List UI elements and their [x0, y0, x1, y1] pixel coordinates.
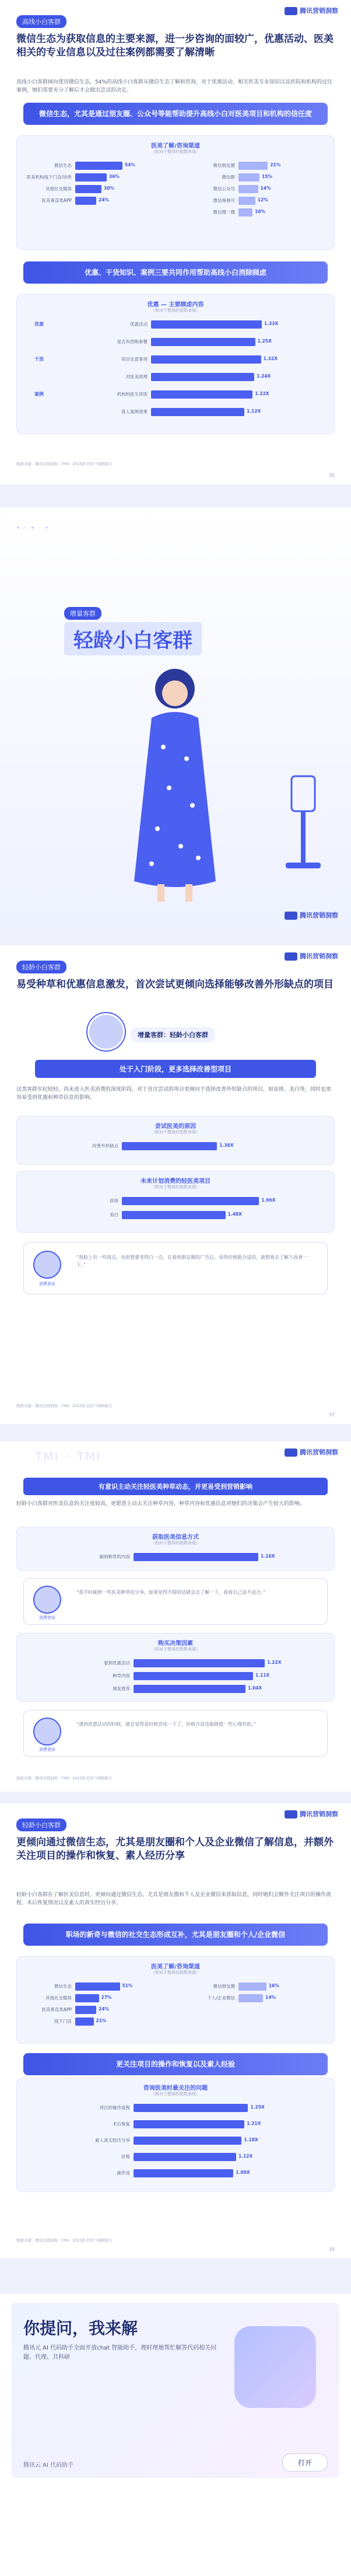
- bar-label: 医美机构线下门店/诊所: [26, 174, 72, 180]
- page-heading: 微信生态为获取信息的主要来源，进一步咨询的面较广，优惠活动、医美相关的专业信息以及过往案例都需要了解清晰: [16, 33, 334, 58]
- report-page-5: [0, 1803, 351, 2259]
- report-page-1: [0, 0, 351, 484]
- bar-label: 美白: [110, 1212, 118, 1217]
- bar-value-label: 15%: [262, 174, 272, 179]
- bar-row: [34, 390, 269, 399]
- bar-mark: [134, 2120, 244, 2128]
- body-text: 高线小白客群倾向使用微信生态，54%的高线小白客群从微信生态了解和咨询，对于优惠活动、相关医美专业知识以及医院和机构的过往案例，她们需要充分了解后才会做出尝试的决定。: [16, 79, 333, 94]
- bar-mark: [122, 1211, 226, 1219]
- section-tag: 增量客群: [64, 607, 101, 620]
- bar-row: [110, 1211, 262, 1219]
- brand-logo: 腾讯营销洞察: [285, 1447, 338, 1457]
- bar-mark: [134, 2153, 236, 2161]
- bar-mark: [75, 185, 101, 193]
- highlight-banner-2: 更关注项目的操作和恢复以及素人经验: [23, 2053, 328, 2075]
- bar-row: [54, 2017, 128, 2026]
- bar-mark: [151, 338, 255, 346]
- page-gap: [0, 928, 351, 945]
- bar-label: 改善外形缺点: [92, 1143, 118, 1149]
- concern-chart-panel: [16, 2078, 335, 2192]
- chart-subtitle: （相对于整体的指数表现）: [151, 2092, 200, 2096]
- quote-text: “我脸上有一些斑点，也很想要变得白一点，在看到朋友圈的广告后，觉得价格挺合适的，就想着去了解下改善一下。”: [76, 1255, 308, 1268]
- bar-mark: [151, 408, 244, 416]
- bar-value-label: 1.24X: [257, 374, 271, 379]
- bar-mark: [75, 1982, 120, 1991]
- bar-label: 价格: [121, 2154, 130, 2159]
- ad-open-button[interactable]: 打开: [282, 2453, 328, 2472]
- bar-label: 项目注意事项: [121, 357, 148, 362]
- bar-value-label: 10%: [255, 209, 265, 214]
- bar-label: 真人案例效果: [121, 409, 148, 414]
- concern-chart-panel: [16, 294, 335, 434]
- bar-row: [34, 320, 279, 329]
- bar-row: [125, 373, 271, 381]
- highlight-banner-2: 优惠、干货知识、案例三要共同作用帮助高线小白消除顾虑: [23, 261, 328, 284]
- bar-label: 刷到种草的内容: [99, 1554, 130, 1559]
- bar-mark: [151, 390, 252, 399]
- bar-label: 朋友推荐: [113, 1686, 130, 1691]
- consumer-avatar-icon: [33, 1251, 61, 1279]
- chart-title: 优惠 — 主要顾虑内容: [147, 302, 204, 308]
- cover-illustration-icon: [99, 659, 251, 905]
- bar-group-label: 优惠: [34, 322, 44, 327]
- bar-label: 其他社交媒体: [45, 186, 72, 191]
- bar-mark: [238, 197, 255, 205]
- brand-mark-icon: [285, 1448, 297, 1457]
- decoration-icon: TMI ◦ TMI: [35, 1450, 101, 1464]
- highlight-banner: 微信生态，尤其是通过朋友圈、公众号等能帮助提升高线小白对医美项目和机构的信任度: [23, 103, 328, 125]
- bar-value-label: 24%: [99, 2006, 109, 2012]
- consumer-avatar-icon: [33, 1718, 61, 1746]
- bar-label: 微信朋友圈: [213, 1984, 235, 1989]
- bar-value-label: 24%: [99, 197, 109, 203]
- quote-text: “遇到优惠活动的时候，就会觉得是时候尝试一下了，价格合适也能降低一些心理负担。”: [76, 1722, 257, 1727]
- bar-mark: [134, 2169, 233, 2177]
- bar-row: [41, 2006, 128, 2014]
- bar-mark: [75, 2006, 96, 2014]
- bar-value-label: 51%: [122, 1983, 133, 1988]
- bar-row: [34, 355, 278, 364]
- bar-row: [92, 1142, 262, 1150]
- brand-mark-icon: [285, 912, 297, 920]
- bar-row: [113, 1685, 273, 1693]
- chart-subtitle: （相对于整体的指数表现）: [151, 308, 200, 313]
- bar-mark: [238, 162, 268, 170]
- bar-group-label: 案例: [34, 392, 44, 397]
- bar-mark: [75, 197, 96, 205]
- consumer-quote-card: [23, 1578, 328, 1625]
- page-gap: [0, 1792, 351, 1803]
- bar-mark: [75, 1994, 99, 2002]
- bar-row: [54, 1982, 133, 1991]
- brand-logo: 腾讯营销洞察: [285, 6, 338, 15]
- bar-mark: [134, 1553, 258, 1561]
- bar-value-label: 21%: [270, 162, 281, 167]
- brand-mark-icon: [285, 1810, 297, 1818]
- ad-banner-image[interactable]: [12, 2303, 339, 2478]
- bar-row: [113, 2120, 262, 2128]
- bar-value-label: 14%: [265, 1995, 276, 2000]
- bar-row: [213, 1982, 279, 1991]
- brand-logo: 腾讯营销洞察: [285, 910, 338, 920]
- bar-mark: [134, 1672, 253, 1680]
- bar-mark: [151, 320, 262, 329]
- bar-mark: [151, 373, 254, 381]
- bar-label: 其他社交媒体: [45, 1995, 72, 2001]
- bar-row: [45, 185, 128, 193]
- future-project-chart-panel: [16, 1171, 335, 1233]
- decision-chart-panel: [16, 1633, 335, 1702]
- bar-value-label: 1.32X: [263, 356, 278, 361]
- bar-value-label: 1.36X: [219, 1143, 234, 1148]
- bar-mark: [238, 173, 259, 181]
- bar-mark: [75, 173, 107, 181]
- chart-subtitle: （相对于整体的指数表现）: [151, 1970, 200, 1975]
- section-tag: 高线小白客群: [16, 15, 66, 28]
- bar-row: [99, 2104, 265, 2112]
- report-page-3: [0, 945, 351, 1424]
- bar-label: 是否有团购套餐: [117, 339, 148, 344]
- bar-row: [104, 1659, 282, 1667]
- bar-mark: [238, 1994, 263, 2002]
- bar-mark: [134, 2137, 241, 2145]
- bar-label: 优惠活动: [130, 322, 148, 327]
- bar-value-label: 21%: [96, 2018, 107, 2023]
- body-text: 轻龄小白客群对医美信息的关注度较高，更愿意主动去关注种草内容，种草内容和优惠信息对她们的决策会产生较大的影响。: [16, 1501, 306, 1507]
- ad-illustration-icon: [234, 2326, 316, 2408]
- bar-label: 微信搜一搜: [213, 210, 235, 215]
- trial-reason-chart-panel: [16, 1116, 335, 1165]
- bar-mark: [238, 185, 258, 193]
- persona-label: 增量客群：轻龄小白客群: [131, 1027, 215, 1042]
- section-band: 处于入门阶段，更多选择改善型项目: [35, 1060, 316, 1078]
- bar-row: [213, 197, 273, 205]
- data-source: 数据来源：腾讯营销洞察（TMI）2023医美用户调研报告: [16, 2238, 113, 2243]
- page-gap: [0, 484, 351, 508]
- body-text: 轻龄小白客群在了解医美信息时，更倾向通过微信生态，尤其是朋友圈和个人及企业微信来获取信息，同时她们会额外关注项目的操作流程、术后恢复情况以及素人的真实经历分享。: [16, 1892, 332, 1907]
- bar-value-label: 54%: [125, 162, 135, 167]
- bar-label: 对医美原理: [125, 374, 148, 379]
- bar-row: [121, 408, 268, 416]
- avatar: [87, 1013, 125, 1050]
- chart-title: 医美了解/咨询渠道: [151, 1964, 200, 1970]
- bar-value-label: 1.22X: [267, 1660, 282, 1665]
- quote-speaker: 消费者说: [39, 1747, 55, 1752]
- chart-subtitle: （相对于整体的指数表现）: [151, 1647, 200, 1652]
- consumer-quote-card: [23, 1710, 328, 1757]
- device-illustration-icon: [274, 765, 332, 881]
- bar-label: 术后恢复: [113, 2121, 130, 2127]
- chart-title: 购买决策因素: [158, 1640, 193, 1647]
- bar-label: 微信视频号: [213, 198, 235, 203]
- bar-row: [99, 1553, 275, 1561]
- consumer-avatar-icon: [33, 1586, 61, 1614]
- bar-row: [213, 208, 273, 217]
- bar-row: [213, 185, 273, 193]
- chart-subtitle: （相对于整体的指数表现）: [151, 1185, 200, 1189]
- bar-row: [95, 2137, 262, 2145]
- ad-card[interactable]: [0, 2294, 351, 2576]
- bar-mark: [75, 162, 122, 170]
- channel-chart-panel: [16, 135, 335, 250]
- decoration-icon: ✦ ◦ ✦ ◦ ✦: [16, 525, 50, 530]
- brand-mark-icon: [285, 952, 297, 961]
- bar-label: 素人真实经历分享: [95, 2138, 130, 2143]
- bar-value-label: 1.12X: [238, 2153, 253, 2159]
- report-page-4: [0, 1441, 351, 1792]
- section-band: 有意识主动关注轻医美种草动态，并更易受到营销影响: [23, 1478, 328, 1495]
- bar-value-label: 1.18X: [244, 2137, 258, 2142]
- ad-source: 腾讯云 AI 代码助手: [23, 2462, 74, 2469]
- cover-title: 轻龄小白客群: [64, 622, 202, 655]
- chart-title: 未来计划消费的轻医美项目: [141, 1178, 210, 1185]
- bar-label: 副作用: [117, 2170, 130, 2176]
- bar-value-label: 30%: [104, 186, 114, 191]
- bar-label: 医美垂直类APP: [41, 2007, 72, 2012]
- bar-row: [54, 162, 135, 170]
- bar-mark: [122, 1197, 259, 1205]
- chart-subtitle: （相对于整体的指数表现）: [151, 149, 200, 154]
- bar-mark: [134, 2104, 248, 2112]
- bar-group-label: 干货: [34, 357, 44, 362]
- data-source: 数据来源：腾讯营销洞察（TMI）2023医美用户调研报告: [16, 1776, 113, 1781]
- bar-value-label: 1.25X: [250, 2104, 265, 2110]
- page-gap: [0, 1424, 351, 1441]
- bar-row: [117, 2169, 262, 2177]
- bar-value-label: 1.09X: [236, 2170, 250, 2175]
- bar-label: 个人/企业微信: [207, 1995, 235, 2001]
- bar-value-label: 1.25X: [257, 338, 272, 344]
- bar-row: [45, 1994, 128, 2002]
- bar-value-label: 1.11X: [255, 1673, 270, 1678]
- brand-logo: 腾讯营销洞察: [285, 1809, 338, 1818]
- bar-label: 机构的医生资质: [117, 392, 148, 397]
- bar-value-label: 1.48X: [227, 1212, 242, 1217]
- bar-value-label: 1.21X: [247, 2121, 261, 2126]
- data-source: 数据来源：腾讯营销洞察（TMI）2023医美用户调研报告: [16, 1404, 113, 1408]
- bar-value-label: 1.33X: [264, 321, 279, 326]
- bar-label: 种草内容: [113, 1673, 130, 1678]
- bar-mark: [134, 1659, 265, 1667]
- quote-speaker: 消费者说: [39, 1282, 55, 1286]
- bar-label: 祛斑: [110, 1198, 118, 1203]
- bar-mark: [134, 1685, 245, 1693]
- bar-label: 微信生态: [54, 1984, 72, 1989]
- bar-value-label: 27%: [101, 1995, 112, 2000]
- bar-row: [222, 173, 273, 181]
- info-source-chart-panel: [16, 1527, 335, 1571]
- bar-label: 微信公众号: [213, 186, 235, 191]
- bar-mark: [75, 2017, 94, 2026]
- chart-subtitle: （相对于整体的指数表现）: [151, 1541, 200, 1545]
- bar-row: [110, 1197, 276, 1205]
- bar-value-label: 1.22X: [255, 391, 269, 396]
- bar-row: [117, 338, 272, 346]
- brand-mark-icon: [285, 7, 297, 15]
- bar-label: 微信生态: [54, 163, 72, 168]
- bar-value-label: 36%: [109, 174, 120, 179]
- highlight-banner: 职场的新奇与微信的社交生态形成互补，尤其是朋友圈和个人/企业微信: [23, 1924, 328, 1946]
- channel-chart-panel: [16, 1956, 335, 2044]
- report-page-2-cover: [0, 508, 351, 928]
- bar-label: 看到优惠活动: [104, 1660, 130, 1666]
- bar-value-label: 1.96X: [261, 1198, 276, 1203]
- section-tag: 轻龄小白客群: [16, 961, 66, 973]
- bar-mark: [151, 355, 261, 364]
- bar-value-label: 14%: [260, 186, 271, 191]
- page-heading: 易受种草和优惠信息激发，首次尝试更倾向选择能够改善外形缺点的项目: [16, 979, 334, 990]
- page-number: 39: [328, 2247, 335, 2252]
- bar-row: [121, 2153, 262, 2161]
- data-source: 数据来源：腾讯营销洞察（TMI）2023医美用户调研报告: [16, 462, 113, 466]
- body-text: 这类客群年纪较轻，尚未进入医美消费的深度阶段，对于首次尝试的项目更倾向于选择改善外形缺点的项目，如祛斑、美白等，同时也更容易受到优惠和种草信息的影响。: [16, 1087, 332, 1101]
- page-number: 37: [328, 1412, 335, 1418]
- bar-mark: [238, 208, 252, 217]
- bar-label: 项目的操作流程: [99, 2105, 130, 2110]
- bar-row: [207, 1994, 276, 2002]
- bar-row: [26, 173, 128, 181]
- chart-title: 尝试医美的原因: [155, 1123, 196, 1130]
- bar-mark: [122, 1142, 217, 1150]
- bar-value-label: 1.04X: [248, 1685, 262, 1691]
- quote-speaker: 消费者说: [39, 1615, 55, 1620]
- brand-logo: 腾讯营销洞察: [285, 951, 338, 961]
- page-heading: 更倾向通过微信生态，尤其是朋友圈和个人及企业微信了解信息，并额外关注项目的操作和恢复、素人经历分享: [16, 1837, 334, 1862]
- bar-label: 线下门店: [54, 2019, 72, 2024]
- ad-headline: 你提问，我来解: [23, 2319, 138, 2338]
- page-number: 35: [328, 473, 335, 478]
- bar-value-label: 16%: [269, 1983, 279, 1988]
- bar-row: [113, 1672, 273, 1680]
- chart-title: 获取医美信息方式: [152, 1534, 199, 1541]
- bar-row: [213, 162, 281, 170]
- bar-value-label: 1.16X: [261, 1554, 275, 1559]
- bar-label: 微信群: [222, 174, 235, 180]
- section-tag: 轻龄小白客群: [16, 1818, 66, 1831]
- bar-row: [41, 197, 128, 205]
- bar-mark: [238, 1982, 266, 1991]
- quote-text: “我平时刷到一些医美种草的分享，如果觉得不错的话就会去了解一下，看看自己适不适合。”: [76, 1590, 266, 1595]
- chart-title: 医美了解/咨询渠道: [151, 143, 200, 149]
- bar-value-label: 12%: [257, 197, 268, 203]
- consumer-quote-card: [23, 1242, 328, 1294]
- ad-text: 腾讯元 AI 代码助手全面开放chat 智能助手，理时理地帮忙解答代码相关问题、代理、共科研: [23, 2345, 217, 2361]
- bar-label: 医美垂直类APP: [41, 198, 72, 203]
- chart-subtitle: （相对于整体的指数表现）: [151, 1130, 200, 1135]
- bar-value-label: 1.12X: [247, 409, 261, 414]
- chart-title: 咨询医美时最关注的问题: [143, 2085, 208, 2092]
- bar-label: 微信朋友圈: [213, 163, 235, 168]
